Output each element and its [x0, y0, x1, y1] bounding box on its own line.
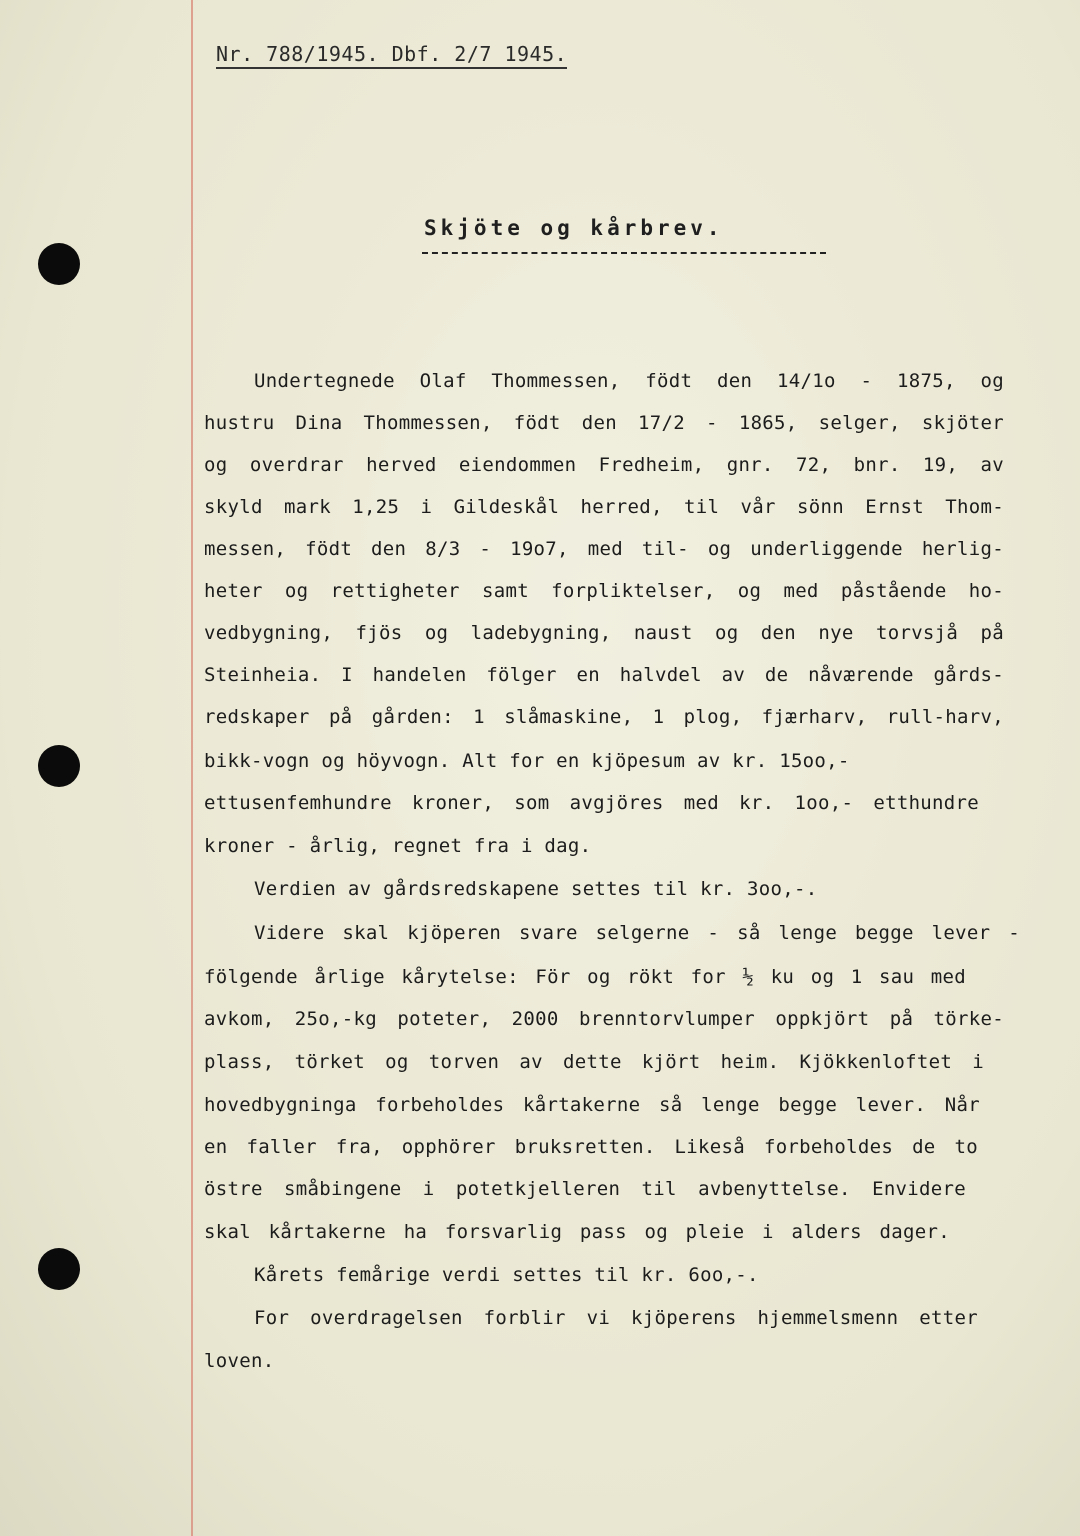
body-line: Steinheia. I handelen fölger en halvdel av de nåværende gårds-	[204, 664, 1004, 686]
body-line: vedbygning, fjös og ladebygning, naust og den nye torvsjå på	[204, 622, 1004, 644]
body-line: hustru Dina Thommessen, födt den 17/2 - 1865, selger, skjöter	[204, 412, 1004, 434]
body-line: og overdrar herved eiendommen Fredheim, gnr. 72, bnr. 19, av	[204, 454, 1004, 476]
body-line: loven.	[204, 1350, 275, 1372]
body-line: Videre skal kjöperen svare selgerne - så lenge begge lever -	[254, 922, 1020, 944]
body-line: avkom, 25o,-kg poteter, 2000 brenntorvlumper oppkjört på törke-	[204, 1008, 1004, 1030]
body-line: redskaper på gården: 1 slåmaskine, 1 plog, fjærharv, rull-harv,	[204, 706, 1004, 728]
document-title: Skjöte og kårbrev.	[424, 216, 724, 240]
body-line: Kårets femårige verdi settes til kr. 6oo,-.	[254, 1264, 759, 1286]
body-line: Undertegnede Olaf Thommessen, födt den 14/1o - 1875, og	[254, 370, 1004, 392]
title-underline	[422, 252, 826, 254]
body-line: skyld mark 1,25 i Gildeskål herred, til vår sönn Ernst Thom-	[204, 496, 1004, 518]
body-line: skal kårtakerne ha forsvarlig pass og pleie i alders dager.	[204, 1221, 950, 1243]
body-line: kroner - årlig, regnet fra i dag.	[204, 835, 592, 857]
red-margin-line	[191, 0, 193, 1536]
punch-hole-middle	[38, 745, 80, 787]
body-line: östre småbingene i potetkjelleren til avbenyttelse. Envidere	[204, 1178, 966, 1200]
body-line: heter og rettigheter samt forpliktelser, og med påstående ho-	[204, 580, 1004, 602]
body-line: fölgende årlige kårytelse: För og rökt for ½ ku og 1 sau med	[204, 966, 966, 988]
body-line: hovedbygninga forbeholdes kårtakerne så lenge begge lever. Når	[204, 1094, 980, 1116]
body-line: Verdien av gårdsredskapene settes til kr. 3oo,-.	[254, 878, 818, 900]
body-line: For overdragelsen forblir vi kjöperens hjemmelsmenn etter	[254, 1307, 978, 1329]
body-line: plass, törket og torven av dette kjört heim. Kjökkenloftet i	[204, 1051, 984, 1073]
punch-hole-bottom	[38, 1248, 80, 1290]
body-line: ettusenfemhundre kroner, som avgjöres med kr. 1oo,- etthundre	[204, 792, 979, 814]
body-line: bikk-vogn og höyvogn. Alt for en kjöpesum av kr. 15oo,-	[204, 750, 850, 772]
body-line: en faller fra, opphörer bruksretten. Likeså forbeholdes de to	[204, 1136, 978, 1158]
punch-hole-top	[38, 243, 80, 285]
document-reference: Nr. 788/1945. Dbf. 2/7 1945.	[216, 42, 567, 69]
body-line: messen, födt den 8/3 - 19o7, med til- og underliggende herlig-	[204, 538, 1004, 560]
